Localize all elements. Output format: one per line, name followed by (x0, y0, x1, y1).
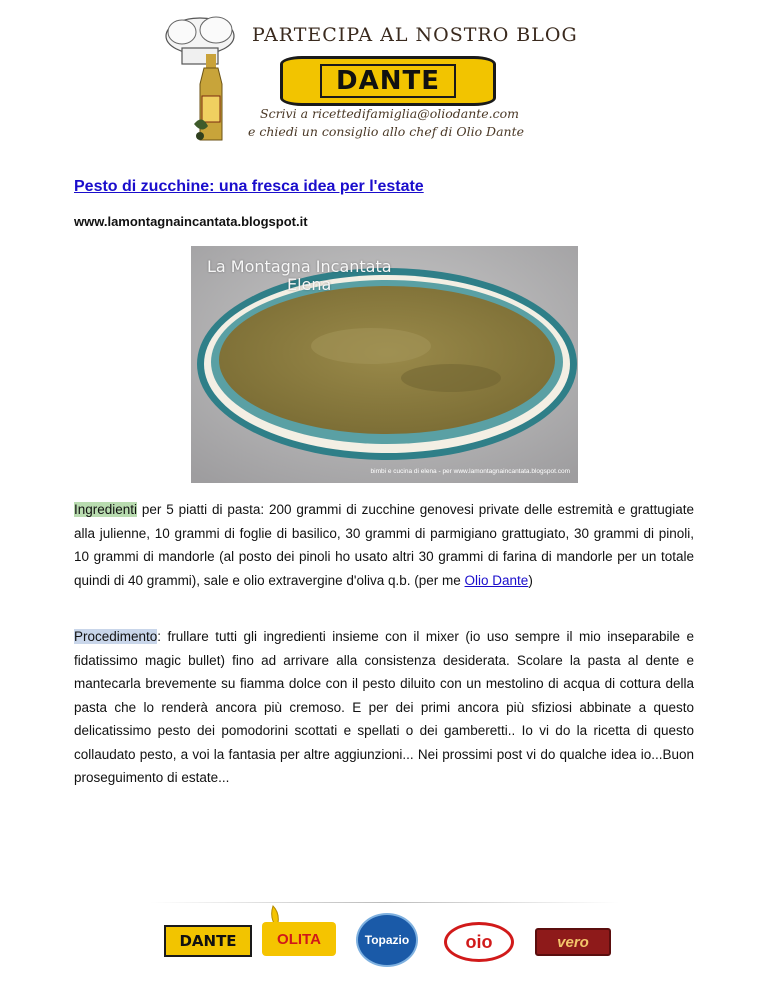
footer-logo-vero: vero (535, 928, 611, 956)
procedure-text: : frullare tutti gli ingredienti insieme con il mixer (io uso sempre il mio inseparabile e fidatissimo magic bullet) fino ad arrivare alla consistenza desiderata. Scolare la pasta al dente e mantecarla brevemente su fiamma dolce con il pesto diluito con un mestolino di acqua di cottura della pasta che lo renderà ancora più cremoso. E per dei primi ancora più sfiziosi abbinate a questo delicatissimo pesto dei pomodorini scottati e spellati o dei gamberetti.. Io vi do la ricetta di questo collaudato pesto, a voi la fantasia per altre aggiunzioni... Nei prossimi post vi do qualche idea io...Buon proseguimento di estate... (74, 629, 694, 785)
article-title-link[interactable]: Pesto di zucchine: una fresca idea per l'estate (74, 178, 424, 195)
ingredients-text: per 5 piatti di pasta: 200 grammi di zucchine genovesi private delle estremità e grattugiate alla julienne, 10 grammi di foglie di basilico, 30 grammi di parmigiano grattugiato, 30 grammi di pinoli, 10 grammi di mandorle (al posto dei pinoli ho usato altri 30 grammi di farina di mandorle per un totale quindi di 40 grammi), sale e olio extravergine d'oliva q.b. (per me (74, 502, 694, 588)
banner-title: PARTECIPA AL NOSTRO BLOG (252, 24, 578, 46)
olio-dante-link[interactable]: Olio Dante (464, 572, 529, 588)
source-url: www.lamontagnaincantata.blogspot.it (74, 214, 308, 229)
ingredients-paragraph (74, 498, 694, 592)
photo-credit: bimbi e cucina di elena - per www.lamontagnaincantata.blogspot.com (370, 468, 570, 475)
footer-logo-olita: OLITA (262, 922, 336, 956)
ingredients-close: ) (528, 572, 533, 588)
watermark-line-1: La Montagna Incantata (207, 257, 392, 276)
banner-email-line: Scrivi a ricettedifamiglia@oliodante.com (260, 106, 520, 121)
ingredients-label: Ingredienti (74, 502, 138, 517)
photo-watermark (207, 258, 392, 294)
dante-logo-text: DANTE (320, 64, 456, 98)
footer-logo-oio: oio (444, 922, 514, 962)
pesto-photo (191, 246, 578, 483)
banner-chef-line: e chiedi un consiglio allo chef di Olio Dante (248, 124, 525, 139)
blog-banner (160, 14, 578, 144)
procedure-paragraph (74, 625, 694, 790)
footer-divider (150, 902, 620, 903)
watermark-line-2: Elena (287, 275, 332, 294)
procedure-label: Procedimento (74, 629, 158, 644)
oil-bottle-icon (192, 54, 230, 144)
footer-logo-dante: DANTE (164, 925, 252, 957)
footer-logo-topazio: Topazio (356, 913, 418, 967)
dante-logo (280, 56, 496, 106)
